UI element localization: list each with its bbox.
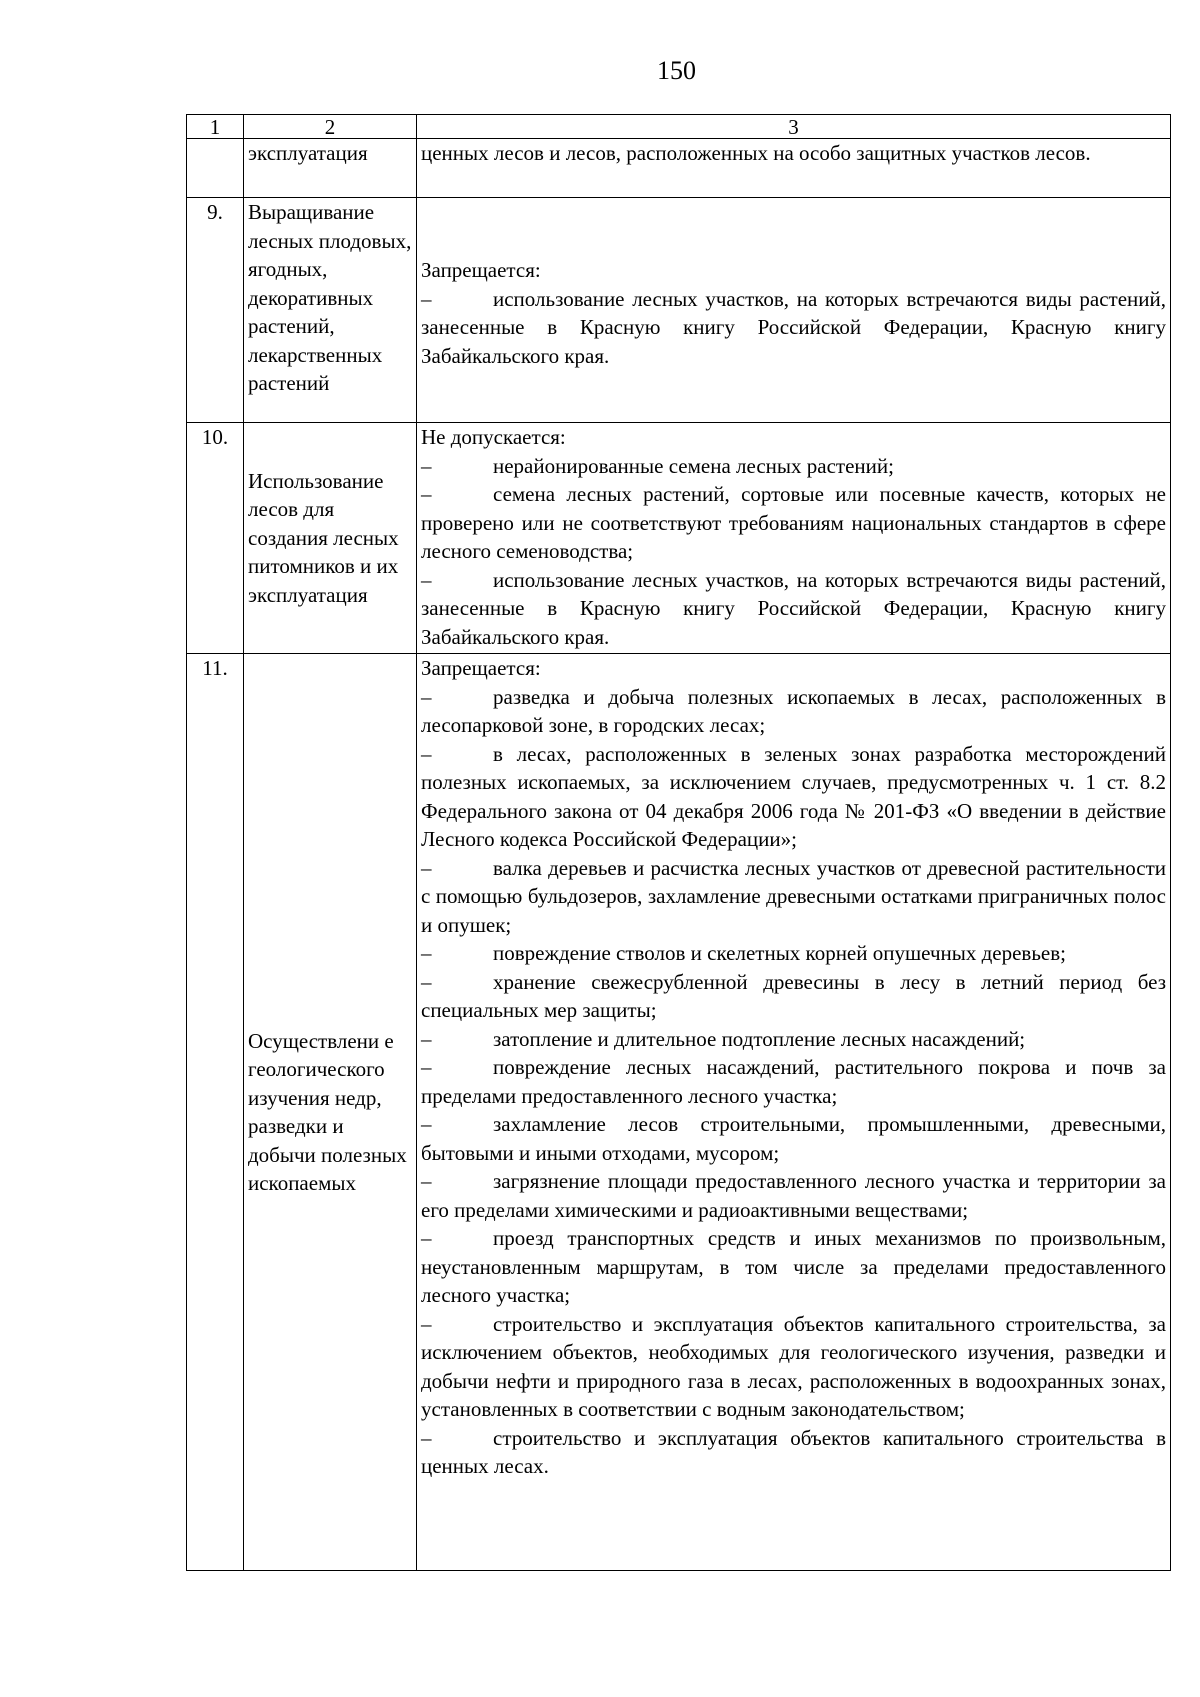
row-number: 10. xyxy=(187,423,244,654)
table-row-continuation xyxy=(187,139,1171,198)
restriction-text xyxy=(417,423,1171,654)
restriction-item: – захламление лесов строительными, промышленными, древесными, бытовыми и иными отходами, мусором; xyxy=(421,1112,1166,1165)
table-row-11 xyxy=(187,654,1171,1571)
restriction-text xyxy=(417,654,1171,1571)
restriction-item: – строительство и эксплуатация объектов капитального строительства, за исключением объектов, необходимых для геологического изучения, разведки и добычи нефти и природного газа в лесах, расположенных в водоохранных зонах, установленных в соответствии с водным законодательством; xyxy=(421,1311,1166,1421)
restriction-line: ценных лесов и лесов, расположенных на особо защитных участков лесов. xyxy=(421,141,1091,165)
restriction-item: – хранение свежесрубленной древесины в лесу в летний период без специальных мер защиты; xyxy=(421,969,1166,1022)
restriction-item: – в лесах, расположенных в зеленых зонах разработка месторождений полезных ископаемых, за исключением случаев, предусмотренных ч. 1 ст. 8.2 Федерального закона от 04 декабря 2006 года № 201-ФЗ «О введении в действие Лесного кодекса Российской Федерации»; xyxy=(421,741,1166,851)
column-header-2: 2 xyxy=(244,115,417,139)
restriction-item: – использование лесных участков, на которых встречаются виды растений, занесенные в Красную книгу Российской Федерации, Красную книгу Забайкальского края. xyxy=(421,286,1166,368)
restriction-item: – семена лесных растений, сортовые или посевные качеств, которых не проверено или не соответствуют требованиям национальных стандартов в сфере лесного семеноводства; xyxy=(421,482,1166,563)
table-row-10 xyxy=(187,423,1171,654)
restriction-item: – разведка и добыча полезных ископаемых в лесах, расположенных в лесопарковой зоне, в городских лесах; xyxy=(421,684,1166,737)
table-row-9 xyxy=(187,198,1171,423)
column-header-3: 3 xyxy=(417,115,1171,139)
activity-name: Использование лесов для создания лесных питомников и их эксплуатация xyxy=(244,423,417,654)
restriction-text xyxy=(417,198,1171,423)
restriction-item: – затопление и длительное подтопление лесных насаждений; xyxy=(421,1026,1026,1051)
restriction-item: – строительство и эксплуатация объектов капитального строительства в ценных лесах. xyxy=(421,1425,1166,1478)
regulations-table xyxy=(186,114,1171,1571)
restriction-text xyxy=(417,139,1171,198)
restriction-item: – повреждение стволов и скелетных корней опушечных деревьев; xyxy=(421,941,1066,965)
restriction-item: – использование лесных участков, на которых встречаются виды растений, занесенные в Красную книгу Российской Федерации, Красную книгу Забайкальского края. xyxy=(421,567,1166,649)
page-number: 150 xyxy=(657,56,696,85)
table-header-row xyxy=(187,115,1171,139)
activity-name: эксплуатация xyxy=(244,139,417,198)
column-header-1: 1 xyxy=(187,115,244,139)
activity-name: Выращивание лесных плодовых, ягодных, декоративных растений, лекарственных растений xyxy=(244,198,417,423)
restriction-item: – валка деревьев и расчистка лесных участков от древесной растительности с помощью бульдозеров, захламление древесными остатками приграничных полос и опушек; xyxy=(421,855,1166,937)
row-number xyxy=(187,139,244,198)
restriction-intro: Не допускается: xyxy=(421,425,566,449)
restriction-intro: Запрещается: xyxy=(421,258,541,282)
activity-name: Осуществлени е геологического изучения недр, разведки и добычи полезных ископаемых xyxy=(244,654,417,1571)
restriction-item: – загрязнение площади предоставленного лесного участка и территории за его пределами химическими и радиоактивными веществами; xyxy=(421,1169,1166,1222)
restriction-intro: Запрещается: xyxy=(421,656,541,680)
restriction-item: – повреждение лесных насаждений, растительного покрова и почв за пределами предоставленного лесного участка; xyxy=(421,1055,1166,1108)
row-number: 11. xyxy=(187,654,244,1571)
restriction-item: – нерайонированные семена лесных растений; xyxy=(421,453,894,478)
restriction-item: – проезд транспортных средств и иных механизмов по произвольным, неустановленным маршрутам, в том числе за пределами предоставленного лесного участка; xyxy=(421,1226,1166,1307)
row-number: 9. xyxy=(187,198,244,423)
